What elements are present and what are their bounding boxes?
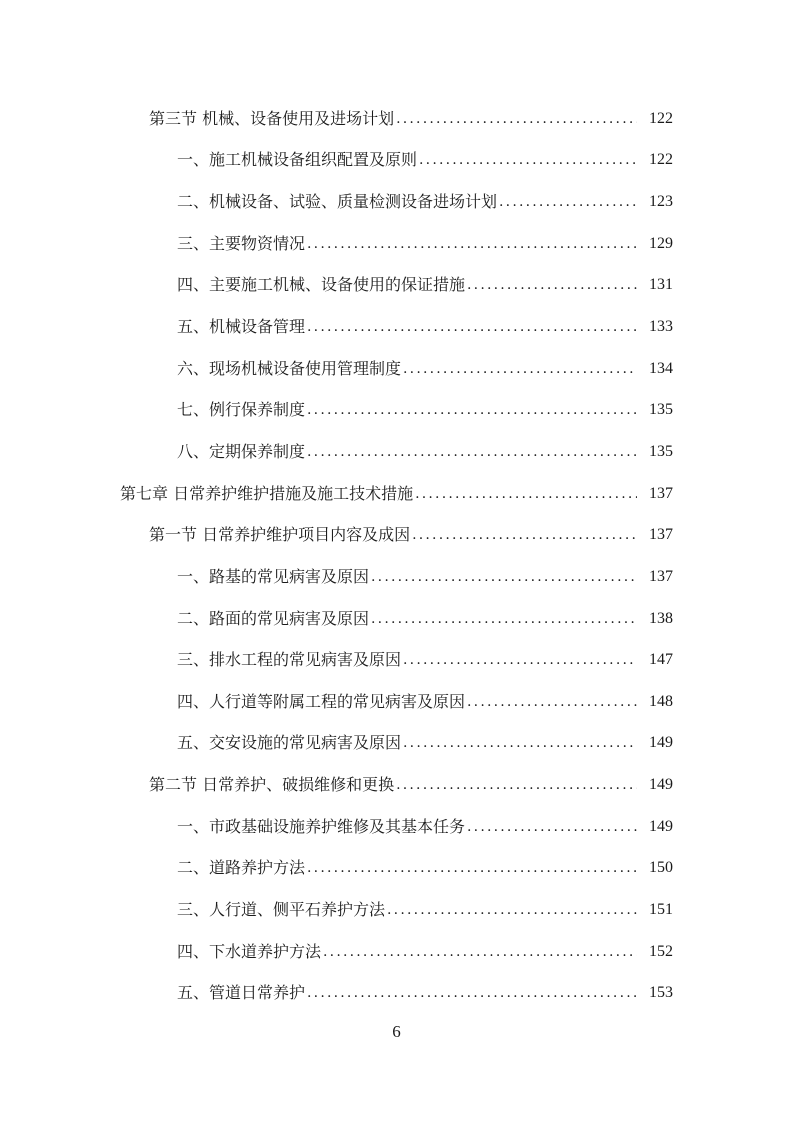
toc-entry[interactable] — [0, 140, 793, 182]
toc-leader-dots — [467, 817, 637, 837]
toc-entry-title: 四、主要施工机械、设备使用的保证措施 — [177, 275, 466, 295]
toc-leader-dots — [467, 275, 637, 295]
toc-leader-dots — [419, 150, 637, 170]
toc-entry-title: 第三节 机械、设备使用及进场计划 — [149, 108, 395, 128]
toc-entry-page: 134 — [649, 359, 673, 377]
toc-entry-title: 四、下水道养护方法 — [177, 941, 322, 961]
toc-entry[interactable] — [0, 723, 793, 765]
toc-leader-dots — [396, 109, 637, 129]
toc-entry-title: 第一节 日常养护维护项目内容及成因 — [149, 525, 411, 545]
toc-leader-dots — [403, 650, 637, 670]
toc-entry-page: 138 — [649, 609, 673, 627]
toc-entry-page: 152 — [649, 942, 673, 960]
toc-leader-dots — [387, 900, 637, 920]
toc-leader-dots — [307, 317, 637, 337]
toc-entry[interactable] — [0, 889, 793, 931]
toc-entry-page: 123 — [649, 193, 673, 211]
toc-entry[interactable] — [0, 931, 793, 973]
toc-entry-title: 八、定期保养制度 — [177, 441, 306, 461]
toc-leader-dots — [396, 775, 637, 795]
toc-entry[interactable] — [0, 348, 793, 390]
toc-entry[interactable] — [0, 473, 793, 515]
page-number: 6 — [392, 1022, 401, 1041]
toc-entry-title: 一、路基的常见病害及原因 — [177, 566, 370, 586]
toc-entry[interactable] — [0, 598, 793, 640]
toc-entry-title: 一、施工机械设备组织配置及原则 — [177, 150, 418, 170]
toc-entry-title: 一、市政基础设施养护维修及其基本任务 — [177, 816, 466, 836]
toc-leader-dots — [371, 567, 637, 587]
toc-entry[interactable] — [0, 431, 793, 473]
toc-entry-page: 137 — [649, 526, 673, 544]
table-of-contents — [0, 98, 793, 1014]
toc-entry[interactable] — [0, 265, 793, 307]
toc-leader-dots — [307, 234, 637, 254]
toc-entry[interactable] — [0, 806, 793, 848]
toc-leader-dots — [403, 733, 637, 753]
toc-entry[interactable] — [0, 972, 793, 1014]
toc-entry[interactable] — [0, 223, 793, 265]
toc-entry[interactable] — [0, 181, 793, 223]
toc-entry[interactable] — [0, 556, 793, 598]
toc-entry-page: 150 — [649, 859, 673, 877]
toc-leader-dots — [499, 192, 637, 212]
toc-entry-page: 149 — [649, 817, 673, 835]
toc-entry[interactable] — [0, 389, 793, 431]
toc-entry-title: 第二节 日常养护、破损维修和更换 — [149, 775, 395, 795]
toc-entry-title: 二、路面的常见病害及原因 — [177, 608, 370, 628]
toc-entry-title: 五、管道日常养护 — [177, 983, 306, 1003]
toc-entry-title: 四、人行道等附属工程的常见病害及原因 — [177, 691, 466, 711]
toc-leader-dots — [307, 983, 637, 1003]
toc-leader-dots — [307, 442, 637, 462]
toc-entry[interactable] — [0, 514, 793, 556]
toc-entry-page: 137 — [649, 567, 673, 585]
toc-leader-dots — [307, 858, 637, 878]
toc-leader-dots — [371, 609, 637, 629]
toc-entry-page: 135 — [649, 401, 673, 419]
toc-entry[interactable] — [0, 306, 793, 348]
toc-entry-title: 七、例行保养制度 — [177, 400, 306, 420]
toc-entry-title: 三、主要物资情况 — [177, 233, 306, 253]
toc-entry-title: 二、机械设备、试验、质量检测设备进场计划 — [177, 192, 498, 212]
toc-entry-page: 151 — [649, 900, 673, 918]
toc-leader-dots — [412, 525, 637, 545]
toc-entry-page: 153 — [649, 984, 673, 1002]
toc-entry-page: 149 — [649, 734, 673, 752]
toc-entry[interactable] — [0, 639, 793, 681]
toc-entry-page: 122 — [649, 151, 673, 169]
toc-entry-page: 131 — [649, 276, 673, 294]
toc-entry-page: 133 — [649, 318, 673, 336]
toc-entry[interactable] — [0, 764, 793, 806]
toc-entry-page: 147 — [649, 651, 673, 669]
toc-leader-dots — [323, 942, 637, 962]
toc-entry-title: 第七章 日常养护维护措施及施工技术措施 — [120, 483, 414, 503]
toc-entry-page: 129 — [649, 234, 673, 252]
toc-entry-title: 三、人行道、侧平石养护方法 — [177, 899, 386, 919]
toc-entry-page: 122 — [649, 109, 673, 127]
toc-entry-title: 五、机械设备管理 — [177, 317, 306, 337]
toc-entry-page: 148 — [649, 692, 673, 710]
toc-leader-dots — [415, 484, 637, 504]
toc-entry-page: 149 — [649, 776, 673, 794]
toc-entry-title: 二、道路养护方法 — [177, 858, 306, 878]
toc-entry-page: 135 — [649, 442, 673, 460]
toc-leader-dots — [467, 692, 637, 712]
toc-entry-title: 六、现场机械设备使用管理制度 — [177, 358, 402, 378]
toc-entry-page: 137 — [649, 484, 673, 502]
toc-entry[interactable] — [0, 681, 793, 723]
toc-entry-title: 五、交安设施的常见病害及原因 — [177, 733, 402, 753]
toc-leader-dots — [403, 359, 637, 379]
toc-entry-title: 三、排水工程的常见病害及原因 — [177, 650, 402, 670]
toc-entry[interactable] — [0, 848, 793, 890]
toc-leader-dots — [307, 400, 637, 420]
toc-entry[interactable] — [0, 98, 793, 140]
